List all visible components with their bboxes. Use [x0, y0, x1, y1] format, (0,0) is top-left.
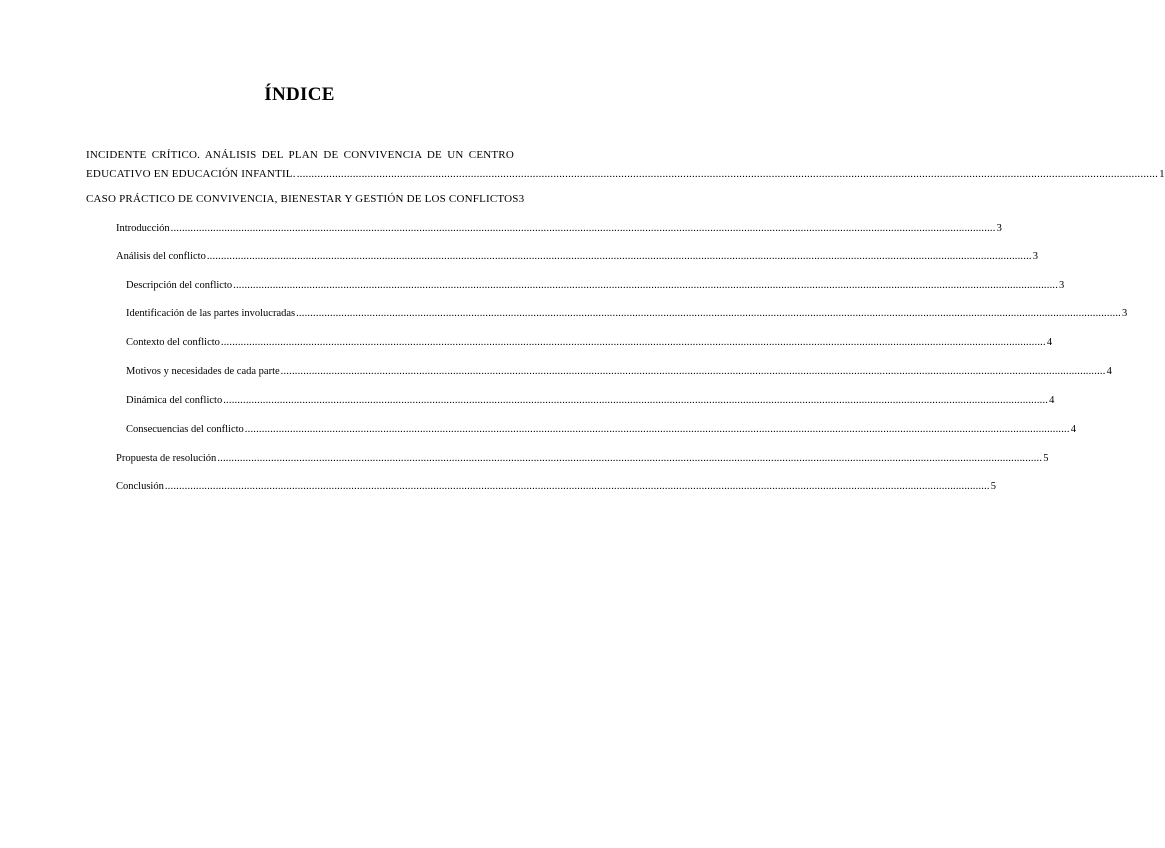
dot-leader [165, 480, 990, 493]
dot-leader [207, 250, 1032, 263]
toc-page-number: 3 [1032, 251, 1038, 262]
toc-entry-text: Motivos y necesidades de cada parte [126, 366, 280, 377]
toc-page-number: 4 [1046, 337, 1053, 348]
toc-entry-text-line2: EDUCATIVO EN EDUCACIÓN INFANTIL. [86, 168, 296, 180]
toc-entry-caso-practico[interactable] [86, 193, 525, 206]
toc-entry-text: Identificación de las partes involucradas [126, 308, 296, 319]
toc-entry-text-line1: INCIDENTE CRÍTICO. ANÁLISIS DEL PLAN DE CONVIVENCIA DE UN CENTRO [86, 149, 514, 161]
toc-entry-conclusion[interactable] [116, 480, 996, 493]
toc-page-number: 4 [1070, 424, 1076, 435]
dot-leader [233, 279, 1058, 292]
toc-entry-propuesta-resolucion[interactable] [116, 452, 1049, 465]
dot-leader [245, 423, 1070, 436]
toc-page-number: 3 [996, 223, 1002, 234]
toc-entry-text: Consecuencias del conflicto [126, 424, 244, 435]
toc-page-number: 4 [1049, 395, 1055, 406]
dot-leader [281, 365, 1106, 378]
toc-entry-text: Dinámica del conflicto [126, 395, 223, 406]
toc-entry-text: Propuesta de resolución [116, 453, 217, 464]
toc-entry-introduccion[interactable] [116, 222, 1002, 235]
toc-entry-text: Conclusión [116, 481, 164, 492]
toc-entry-identificacion-partes[interactable] [126, 307, 1128, 320]
toc-entry-contexto-conflicto[interactable] [126, 336, 1053, 349]
toc-entry-text: Análisis del conflicto [116, 251, 206, 262]
toc-page-number: 5 [1043, 453, 1049, 464]
dot-leader [171, 222, 996, 235]
toc-entry-motivos-necesidades[interactable] [126, 365, 1112, 378]
toc-page-number: 3 [1122, 308, 1128, 319]
toc-entry-text: CASO PRÁCTICO DE CONVIVENCIA, BIENESTAR Y GESTIÓN DE LOS CONFLICTOS [86, 193, 519, 205]
dot-leader [296, 307, 1121, 320]
dot-leader [221, 336, 1046, 349]
toc-entry-text: Contexto del conflicto [126, 337, 220, 348]
toc-entry-consecuencias-conflicto[interactable] [126, 423, 1076, 436]
toc-entry-text: Descripción del conflicto [126, 280, 233, 291]
toc-entry-incidente-critico[interactable] [86, 146, 1165, 184]
toc-page-number: 1 [1159, 168, 1165, 180]
dot-leader [297, 165, 1158, 184]
toc-page-number: 4 [1106, 366, 1112, 377]
dot-leader [217, 452, 1042, 465]
toc-entry-descripcion-conflicto[interactable] [126, 279, 1065, 292]
toc-entry-text: Introducción [116, 223, 170, 234]
toc-page-number: 3 [518, 193, 525, 205]
dot-leader [223, 394, 1048, 407]
toc-page-number: 3 [1059, 280, 1065, 291]
toc-entry-line2 [86, 165, 1165, 184]
toc-entry-dinamica-conflicto[interactable] [126, 394, 1055, 407]
page-title: ÍNDICE [264, 84, 335, 105]
toc-page-number: 5 [990, 481, 996, 492]
toc-entry-analisis-conflicto[interactable] [116, 250, 1038, 263]
